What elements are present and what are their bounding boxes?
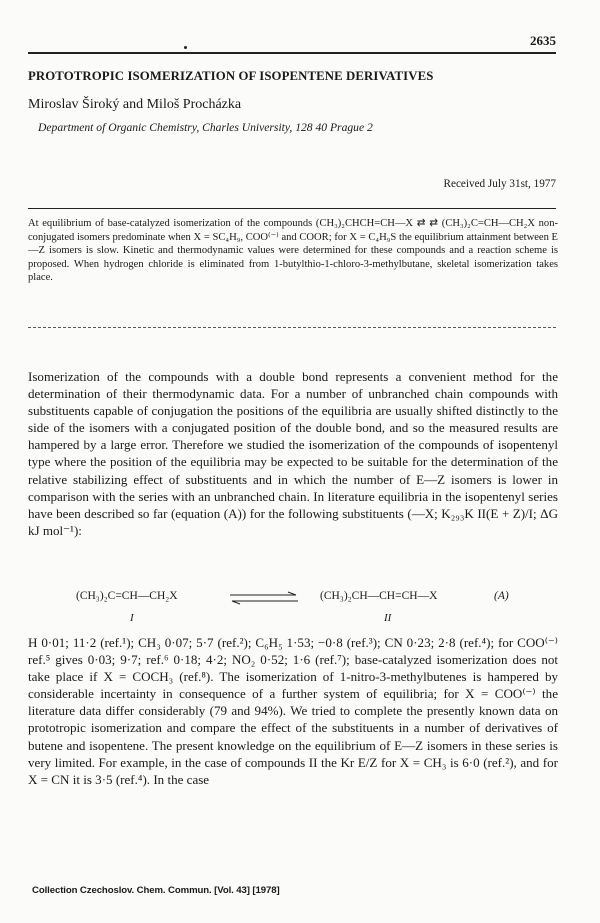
paragraph-1: Isomerization of the compounds with a double bond represents a convenient method for the determination of their thermodynamic data. For a number of unbranched chain compounds with substituents capable of conjugation the positions of the equilibria are usually shifted distinctly to the side of the isomers with a conjugated position of the double bond, and so the measured results are hampered by a large error. Therefore we studied the isomerization of the compounds of isopentenyl type where the position of the equilibria may be expected to be suitable for the determination of the relative stabilizing effect of substituents and in which the number of E—Z isomers is lower in comparison with the series with an unbranched chain. In literature equilibria in the isopentenyl series have been described so far (equation (A)) for the following substituents (—X; K₂₉₃K II(E + Z)/I; ΔG kJ mol⁻¹): [28, 369, 558, 538]
equation-a [28, 590, 558, 608]
article-authors: Miroslav Široký and Miloš Procházka [28, 97, 242, 112]
body-text-2 [28, 634, 558, 788]
header-dot [184, 46, 187, 49]
article-title: PROTOTROPIC ISOMERIZATION OF ISOPENTENE DERIVATIVES [28, 69, 434, 83]
header-rule [28, 52, 556, 54]
abstract [28, 217, 558, 285]
equation-label: (A) [494, 590, 509, 602]
equilibrium-arrows-icon [228, 591, 300, 605]
paragraph-2: H 0·01; 11·2 (ref.¹); CH₃ 0·07; 5·7 (ref.²); C₆H₅ 1·53; −0·8 (ref.³); CN 0·23; 2·8 (ref.⁴); for COO⁽⁻⁾ ref.⁵ gives 0·03; 9·7; ref.⁶ 0·18; 4·2; NO₂ 0·52; 1·6 (ref.⁷); base-catalyzed isomerization does not take place if X = COCH₃ (ref.⁸). The isomerization of 1-nitro-3-methylbutenes is hampered by considerable incertainty in consequence of a further system of equilibria; for X = COO⁽⁻⁾ the literature data differ considerably (79 and 94%). We tried to complete the presently known data on prototropic isomerization and compare the effect of the substituents in a number of derivatives of butene and isopentene. The present knowledge on the equilibrium of E—Z isomers in these series is very limited. For example, in the case of compounds II the Kr E/Z for X = CH₃ is 6·0 (ref.²), and for X = CN it is 3·5 (ref.⁴). In the case [28, 635, 558, 787]
equation-compound-labels [28, 612, 558, 628]
abstract-top-rule [28, 208, 556, 209]
page-number: 2635 [530, 33, 556, 48]
article-affiliation: Department of Organic Chemistry, Charles University, 128 40 Prague 2 [38, 121, 373, 134]
received-date: Received July 31st, 1977 [443, 178, 556, 190]
abstract-bottom-rule [28, 327, 556, 328]
compound-label-i: I [130, 612, 134, 624]
footer-citation: Collection Czechoslov. Chem. Commun. [Vol. 43] [1978] [32, 885, 280, 896]
body-text-1 [28, 368, 558, 539]
equation-right-side: (CH₃)₂CH—CH=CH—X [320, 590, 438, 602]
equation-left-side: (CH₃)₂C=CH—CH₂X [76, 590, 178, 602]
abstract-text: At equilibrium of base-catalyzed isomerization of the compounds (CH₃)₂CHCH=CH—X ⇄ ⇄ (CH₃)₂C=CH—CH₂X non-conjugated isomers predominate when X = SC₄H₉, COO⁽⁻⁾ and COOR; for X = C₄H₉S the equilibrium attainment between E—Z isomers is slow. Kinetic and thermodynamic values were determined for these compounds and a reaction scheme is proposed. When hydrogen chloride is eliminated from 1-butylthio-1-chloro-3-methylbutane, skeletal isomerization takes place. [28, 218, 558, 283]
compound-label-ii: II [384, 612, 392, 624]
